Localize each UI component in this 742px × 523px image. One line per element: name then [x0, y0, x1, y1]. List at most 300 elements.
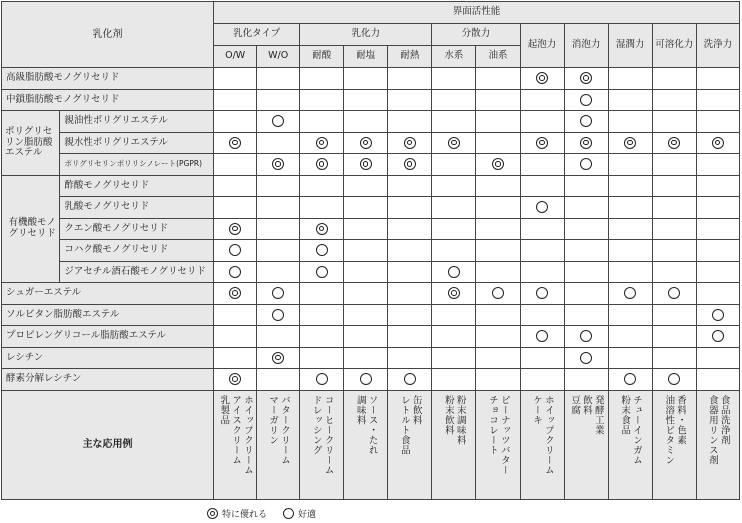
application-cell: [214, 390, 257, 499]
rating-cell: [388, 154, 432, 176]
rating-cell: [608, 369, 652, 391]
rating-cell: [564, 132, 608, 154]
table-row: [2, 218, 740, 240]
circle-icon: [272, 287, 284, 299]
rating-cell: [344, 175, 388, 197]
group-polyglycerol: ポリグリセリン脂肪酸エステル: [2, 111, 60, 176]
rating-cell: [388, 132, 432, 154]
rating-cell: [214, 347, 257, 369]
rating-cell: [300, 111, 344, 133]
header-water: 水系: [432, 46, 476, 68]
rating-cell: [476, 347, 520, 369]
rating-cell: [696, 89, 739, 111]
rating-cell: [344, 369, 388, 391]
application-cell: [564, 390, 608, 499]
double-circle-icon: [448, 287, 460, 299]
circle-icon: [229, 266, 241, 278]
table-row: [2, 132, 740, 154]
table-row: [2, 68, 740, 90]
circle-icon: [492, 287, 504, 299]
rating-cell: [652, 347, 696, 369]
rating-cell: [476, 197, 520, 219]
rating-cell: [432, 175, 476, 197]
circle-icon: [283, 508, 294, 519]
rating-cell: [214, 326, 257, 348]
rating-cell: [608, 218, 652, 240]
row-name: ジアセチル酒石酸モノグリセリド: [60, 261, 214, 283]
rating-cell: [520, 283, 564, 305]
circle-icon: [536, 201, 548, 213]
circle-icon: [536, 330, 548, 342]
rating-cell: [608, 304, 652, 326]
header-acid: 耐酸: [300, 46, 344, 68]
rating-cell: [432, 218, 476, 240]
rating-cell: [476, 132, 520, 154]
header-foaming: 起泡力: [520, 24, 564, 68]
header-emulsion-type: 乳化タイプ: [214, 24, 300, 46]
rating-cell: [388, 369, 432, 391]
rating-cell: [696, 261, 739, 283]
table-row: [2, 154, 740, 176]
rating-cell: [388, 68, 432, 90]
rating-cell: [608, 197, 652, 219]
rating-cell: [432, 68, 476, 90]
rating-cell: [257, 326, 300, 348]
rating-cell: [257, 68, 300, 90]
rating-cell: [652, 68, 696, 90]
rating-cell: [432, 240, 476, 262]
row-name: 親水性ポリグリエステル: [60, 132, 214, 154]
legend-excellent: 特に優れる: [222, 510, 268, 520]
rating-cell: [388, 261, 432, 283]
rating-cell: [432, 132, 476, 154]
double-circle-icon: [229, 137, 241, 149]
rating-cell: [300, 347, 344, 369]
rating-cell: [214, 240, 257, 262]
double-circle-icon: [448, 137, 460, 149]
row-name: 酵素分解レシチン: [2, 369, 214, 391]
rating-cell: [344, 218, 388, 240]
rating-cell: [214, 132, 257, 154]
application-cell: [696, 390, 739, 499]
double-circle-icon: [229, 287, 241, 299]
table-row: [2, 240, 740, 262]
double-circle-icon: [404, 158, 416, 170]
rating-cell: [608, 240, 652, 262]
application-text: 食品洗浄剤 食器用リンス剤: [706, 394, 730, 465]
circle-icon: [580, 158, 592, 170]
rating-cell: [388, 175, 432, 197]
rating-cell: [476, 304, 520, 326]
row-name: シュガーエステル: [2, 283, 214, 305]
double-circle-icon: [316, 137, 328, 149]
header-wetting: 湿潤力: [608, 24, 652, 68]
header-agent: 乳化剤: [2, 2, 214, 68]
double-circle-icon: [712, 137, 724, 149]
double-circle-icon: [536, 137, 548, 149]
row-name: 中鎖脂肪酸モノグリセリド: [2, 89, 214, 111]
circle-icon: [536, 287, 548, 299]
application-text: 発酵工業 飲料 豆腐: [569, 394, 604, 435]
circle-icon: [448, 266, 460, 278]
legend-good: 好適: [298, 510, 317, 520]
rating-cell: [344, 304, 388, 326]
application-cell: [476, 390, 520, 499]
rating-cell: [300, 154, 344, 176]
rating-cell: [388, 326, 432, 348]
rating-cell: [432, 197, 476, 219]
row-name: 親油性ポリグリエステル: [60, 111, 214, 133]
rating-cell: [257, 175, 300, 197]
rating-cell: [608, 68, 652, 90]
rating-cell: [300, 197, 344, 219]
rating-cell: [520, 369, 564, 391]
application-cell: [652, 390, 696, 499]
double-circle-icon: [272, 158, 284, 170]
rating-cell: [432, 111, 476, 133]
application-text: ソース・たれ 調味料: [354, 394, 378, 455]
header-emulsifying-power: 乳化力: [300, 24, 432, 46]
rating-cell: [476, 89, 520, 111]
table-row: [2, 89, 740, 111]
rating-cell: [344, 326, 388, 348]
rating-cell: [564, 304, 608, 326]
rating-cell: [476, 369, 520, 391]
rating-cell: [564, 175, 608, 197]
rating-cell: [652, 369, 696, 391]
rating-cell: [300, 283, 344, 305]
application-cell: [257, 390, 300, 499]
rating-cell: [608, 283, 652, 305]
rating-cell: [476, 175, 520, 197]
rating-cell: [564, 240, 608, 262]
rating-cell: [696, 132, 739, 154]
application-text: ホイップクリーム ケーキ: [531, 394, 554, 475]
rating-cell: [257, 347, 300, 369]
rating-cell: [344, 283, 388, 305]
double-circle-icon: [404, 137, 416, 149]
rating-cell: [476, 261, 520, 283]
rating-cell: [652, 111, 696, 133]
double-circle-icon: [272, 352, 284, 364]
row-name: ソルビタン脂肪酸エステル: [2, 304, 214, 326]
circle-icon: [360, 373, 372, 385]
circle-icon: [272, 309, 284, 321]
table-row: [2, 175, 740, 197]
row-name: プロピレングリコール脂肪酸エステル: [2, 326, 214, 348]
rating-cell: [696, 218, 739, 240]
rating-cell: [388, 240, 432, 262]
rating-cell: [696, 154, 739, 176]
rating-cell: [432, 347, 476, 369]
rating-cell: [564, 197, 608, 219]
rating-cell: [520, 175, 564, 197]
table-row: [2, 111, 740, 133]
rating-cell: [476, 326, 520, 348]
double-circle-icon: [316, 223, 328, 235]
rating-cell: [520, 111, 564, 133]
rating-cell: [300, 89, 344, 111]
double-circle-icon: [207, 508, 218, 519]
circle-icon: [580, 94, 592, 106]
rating-cell: [608, 261, 652, 283]
header-wo: W/O: [257, 46, 300, 68]
double-circle-icon: [580, 72, 592, 84]
header-oil: 油系: [476, 46, 520, 68]
rating-cell: [520, 89, 564, 111]
circle-icon: [668, 287, 680, 299]
rating-cell: [564, 347, 608, 369]
table-row: [2, 261, 740, 283]
rating-cell: [257, 154, 300, 176]
rating-cell: [564, 218, 608, 240]
group-organic-acid: 有機酸モノグリセリド: [2, 175, 60, 283]
double-circle-icon: [668, 137, 680, 149]
circle-icon: [668, 373, 680, 385]
circle-icon: [712, 330, 724, 342]
rating-cell: [300, 68, 344, 90]
row-name: コハク酸モノグリセリド: [60, 240, 214, 262]
circle-icon: [316, 266, 328, 278]
application-text: ホイップクリーム アイスクリーム 乳製品: [218, 394, 253, 475]
rating-cell: [564, 326, 608, 348]
applications-row: [2, 390, 740, 499]
rating-cell: [344, 240, 388, 262]
header-surface-activity: 界面活性能: [214, 2, 740, 24]
rating-cell: [257, 283, 300, 305]
double-circle-icon: [580, 137, 592, 149]
table-row: [2, 369, 740, 391]
rating-cell: [652, 326, 696, 348]
header-solubilizing: 可溶化力: [652, 24, 696, 68]
rating-cell: [520, 132, 564, 154]
rating-cell: [214, 175, 257, 197]
rating-cell: [608, 132, 652, 154]
rating-cell: [388, 197, 432, 219]
circle-icon: [624, 287, 636, 299]
double-circle-icon: [360, 137, 372, 149]
double-circle-icon: [492, 158, 504, 170]
rating-cell: [608, 347, 652, 369]
rating-cell: [388, 218, 432, 240]
rating-cell: [476, 154, 520, 176]
rating-cell: [214, 283, 257, 305]
rating-cell: [344, 197, 388, 219]
application-cell: [344, 390, 388, 499]
row-name: ポリグリセリンポリリシノレート(PGPR): [60, 154, 214, 176]
rating-cell: [520, 347, 564, 369]
rating-cell: [520, 240, 564, 262]
rating-cell: [432, 326, 476, 348]
rating-cell: [520, 197, 564, 219]
rating-cell: [652, 218, 696, 240]
rating-cell: [520, 326, 564, 348]
rating-cell: [432, 261, 476, 283]
rating-cell: [476, 218, 520, 240]
rating-cell: [257, 111, 300, 133]
rating-cell: [344, 111, 388, 133]
rating-cell: [564, 283, 608, 305]
rating-cell: [257, 304, 300, 326]
rating-cell: [344, 154, 388, 176]
row-name: クエン酸モノグリセリド: [60, 218, 214, 240]
row-name: 高級脂肪酸モノグリセリド: [2, 68, 214, 90]
rating-cell: [652, 304, 696, 326]
double-circle-icon: [536, 72, 548, 84]
rating-cell: [696, 326, 739, 348]
application-cell: [520, 390, 564, 499]
rating-cell: [257, 369, 300, 391]
rating-cell: [652, 154, 696, 176]
rating-cell: [300, 218, 344, 240]
rating-cell: [652, 175, 696, 197]
rating-cell: [696, 347, 739, 369]
rating-cell: [520, 68, 564, 90]
header-detergency: 洗浄力: [696, 24, 739, 68]
rating-cell: [432, 154, 476, 176]
double-circle-icon: [624, 137, 636, 149]
circle-icon: [404, 373, 416, 385]
rating-cell: [214, 261, 257, 283]
header-ow: O/W: [214, 46, 257, 68]
application-text: チューインガム 粉末食品: [619, 394, 643, 465]
rating-cell: [257, 261, 300, 283]
rating-cell: [388, 89, 432, 111]
rating-cell: [214, 154, 257, 176]
rating-cell: [652, 240, 696, 262]
rating-cell: [696, 111, 739, 133]
circle-icon: [624, 373, 636, 385]
rating-cell: [696, 68, 739, 90]
rating-cell: [476, 111, 520, 133]
rating-cell: [564, 89, 608, 111]
application-text: バタークリーム マーガリン: [267, 394, 291, 465]
rating-cell: [608, 154, 652, 176]
row-name: 乳酸モノグリセリド: [60, 197, 214, 219]
rating-cell: [214, 197, 257, 219]
application-text: 香料・色素 油溶性ビタミン: [663, 394, 687, 465]
table-row: [2, 197, 740, 219]
rating-cell: [257, 240, 300, 262]
circle-icon: [580, 330, 592, 342]
rating-cell: [300, 304, 344, 326]
table-body: [2, 68, 740, 391]
rating-cell: [520, 218, 564, 240]
circle-icon: [316, 244, 328, 256]
double-circle-icon: [316, 158, 328, 170]
rating-cell: [344, 68, 388, 90]
row-name: 酢酸モノグリセリド: [60, 175, 214, 197]
header-salt: 耐塩: [344, 46, 388, 68]
rating-cell: [564, 68, 608, 90]
rating-cell: [564, 111, 608, 133]
rating-cell: [300, 240, 344, 262]
header-heat: 耐熱: [388, 46, 432, 68]
rating-cell: [652, 132, 696, 154]
rating-cell: [476, 283, 520, 305]
rating-cell: [214, 89, 257, 111]
rating-cell: [214, 369, 257, 391]
rating-cell: [608, 89, 652, 111]
double-circle-icon: [360, 158, 372, 170]
applications-label: 主な応用例: [2, 390, 214, 499]
rating-cell: [432, 283, 476, 305]
rating-cell: [257, 197, 300, 219]
rating-cell: [696, 369, 739, 391]
rating-cell: [214, 111, 257, 133]
rating-cell: [476, 68, 520, 90]
rating-cell: [696, 304, 739, 326]
rating-cell: [608, 175, 652, 197]
rating-cell: [300, 261, 344, 283]
rating-cell: [388, 347, 432, 369]
rating-cell: [300, 369, 344, 391]
header-dispersing-power: 分散力: [432, 24, 520, 46]
rating-cell: [520, 261, 564, 283]
table-row: [2, 326, 740, 348]
header-defoaming: 消泡力: [564, 24, 608, 68]
rating-cell: [696, 283, 739, 305]
application-text: 粉末調味料 粉末飲料: [442, 394, 466, 445]
rating-cell: [476, 240, 520, 262]
application-text: ピーナッツバター チョコレート: [486, 394, 510, 475]
rating-cell: [696, 197, 739, 219]
rating-cell: [432, 369, 476, 391]
rating-cell: [520, 304, 564, 326]
rating-cell: [214, 304, 257, 326]
rating-cell: [564, 154, 608, 176]
rating-cell: [344, 132, 388, 154]
table-row: [2, 304, 740, 326]
rating-cell: [564, 369, 608, 391]
application-cell: [388, 390, 432, 499]
rating-cell: [300, 175, 344, 197]
rating-cell: [300, 132, 344, 154]
application-text: コーヒークリーム ドレッシング: [310, 394, 334, 475]
rating-cell: [214, 68, 257, 90]
rating-cell: [520, 154, 564, 176]
circle-icon: [316, 373, 328, 385]
rating-cell: [388, 111, 432, 133]
circle-icon: [580, 352, 592, 364]
rating-cell: [696, 175, 739, 197]
application-cell: [300, 390, 344, 499]
rating-cell: [564, 261, 608, 283]
rating-cell: [257, 89, 300, 111]
circle-icon: [229, 244, 241, 256]
rating-cell: [652, 89, 696, 111]
application-cell: [608, 390, 652, 499]
rating-cell: [257, 132, 300, 154]
rating-cell: [608, 326, 652, 348]
rating-cell: [257, 218, 300, 240]
rating-cell: [344, 261, 388, 283]
rating-cell: [344, 89, 388, 111]
circle-icon: [580, 115, 592, 127]
rating-cell: [652, 197, 696, 219]
double-circle-icon: [229, 223, 241, 235]
legend: [207, 507, 316, 520]
rating-cell: [432, 89, 476, 111]
circle-icon: [712, 309, 724, 321]
table-row: [2, 347, 740, 369]
circle-icon: [272, 115, 284, 127]
row-name: レシチン: [2, 347, 214, 369]
table-row: [2, 283, 740, 305]
rating-cell: [608, 111, 652, 133]
rating-cell: [652, 283, 696, 305]
application-cell: [432, 390, 476, 499]
